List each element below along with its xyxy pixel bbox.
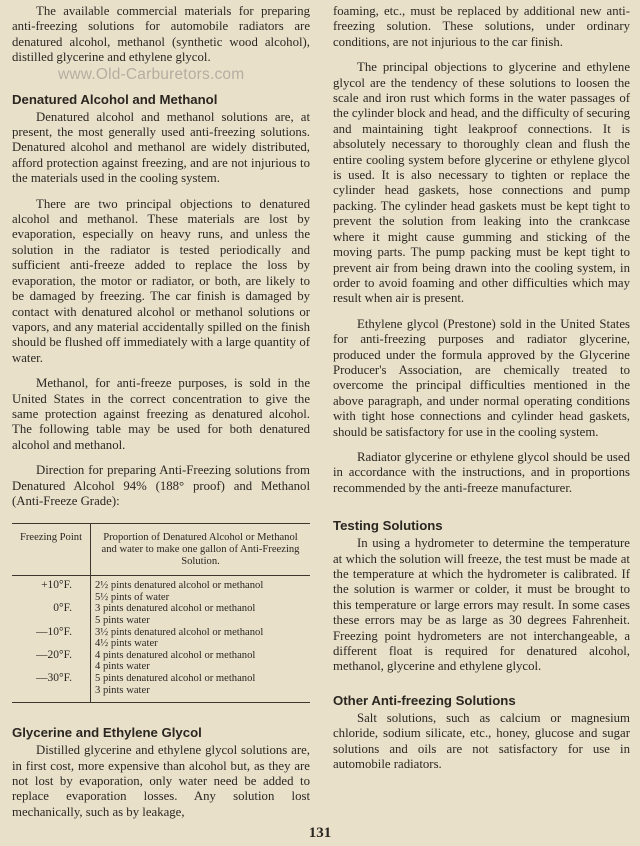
heading-testing-solutions: Testing Solutions — [333, 518, 443, 534]
freezing-table-wrap — [12, 523, 310, 703]
table-header-freezing-point: Freezing Point — [12, 524, 91, 576]
proportion-line: 3½ pints denatured alcohol or methanol — [95, 626, 264, 638]
paragraph: Radiator glycerine or ethylene glycol should be used in accordance with the instructions, and in proportions recommended by the anti-freeze manufacturer. — [333, 449, 630, 495]
proportion-line: 3 pints denatured alcohol or methanol — [95, 603, 256, 615]
paragraph: Salt solutions, such as calcium or magnesium chloride, sodium silicate, etc., honey, glucose and sugar solutions and oils are not satisfactory for use in automobile radiators. — [333, 710, 630, 772]
table-row — [12, 576, 310, 604]
freezing-point-table — [12, 523, 310, 703]
freezing-point-cell: 0°F. — [12, 603, 91, 626]
paragraph: Distilled glycerine and ethylene glycol solutions are, in first cost, more expensive than alcohol but, as they are not lost by evaporation, only water need be added to replace evaporation losses. Any solution lost mechanically, such as by leakage, — [12, 743, 310, 819]
freezing-point-cell: —30°F. — [12, 673, 91, 703]
paragraph: Direction for preparing Anti-Freezing solutions from Denatured Alcohol 94% (188° proof) and Methanol (Anti-Freeze Grade): — [12, 463, 310, 508]
table-row — [12, 673, 310, 703]
paragraph: There are two principal objections to denatured alcohol and methanol. These materials are lost by evaporation, especially on heavy runs, and unless the solution in the radiator is tested periodically and sufficient anti-freeze added to replace the loss by evaporation, the motor or radiator, or both, are likely to be damaged by freezing. The car finish is damaged by contact with denatured alcohol or methanol solutions or vapors, and any material accidentally spilled on the finish should be flushed off immediately with a large quantity of water. — [12, 196, 310, 365]
intro-paragraph: The available commercial materials for preparing anti-freezing solutions for automobile radiators are denatured alcohol, methanol (synthetic wood alcohol), distilled glycerine and ethylene glycol. — [12, 4, 310, 65]
proportion-cell — [91, 627, 311, 650]
table-header-proportion: Proportion of Denatured Alcohol or Methanol and water to make one gallon of Anti-Freezing Solution. — [91, 524, 311, 576]
proportion-line: 4 pints denatured alcohol or methanol — [95, 649, 256, 661]
freezing-point-cell: —20°F. — [12, 650, 91, 673]
table-row — [12, 603, 310, 626]
proportion-line: 5 pints denatured alcohol or methanol — [95, 672, 256, 684]
proportion-cell — [91, 650, 311, 673]
proportion-line: 4 pints water — [95, 661, 150, 673]
proportion-line: 2½ pints denatured alcohol or methanol — [95, 580, 264, 592]
heading-denatured-alcohol: Denatured Alcohol and Methanol — [12, 91, 218, 107]
table-row — [12, 650, 310, 673]
table-row — [12, 627, 310, 650]
proportion-line: 5½ pints of water — [95, 591, 170, 603]
freezing-point-cell: +10°F. — [12, 576, 91, 604]
right-column — [333, 4, 630, 782]
paragraph: The principal objections to glycerine and ethylene glycol are the tendency of these solutions to loosen the scale and iron rust which forms in the water passages of the cylinder block and head, and the difficulty of securing and maintaining tight leakproof connections. It is absolutely necessary to thoroughly clean and flush the entire cooling system before glycerine or ethylene glycol is used. It is also necessary to tighten or replace the cylinder head gaskets, hose connections and pump packing. The cylinder head gaskets must be kept tight to prevent the solution from leaking into the crankcase where it might cause gumming and sticking of the moving parts. The pump packing must be kept tight to prevent air from being drawn into the cooling system, in order to avoid foaming and other difficulties which may result when air is present. — [333, 60, 630, 306]
paragraph: Ethylene glycol (Prestone) sold in the United States for anti-freezing purposes and radiator glycerine, produced under the formula approved by the Glycerine Producer's Association, are chemically treated to overcome the principal difficulties mentioned in the above paragraph, and under normal operating conditions with tight hose connections and cylinder head gaskets, should be satisfactory for use in the cooling system. — [333, 316, 630, 439]
paragraph: In using a hydrometer to determine the temperature at which the solution will freeze, the test must be made at the temperature at which the hydrometer is calibrated. If the solution is warmer or colder, it must be brought to this temperature or large errors may result. In some cases these errors may be as large as 30 degrees Fahrenheit. Freezing point hydrometers are not interchangeable, a different float is required for denatured alcohol, methanol, glycerine and ethylene glycol. — [333, 536, 630, 674]
watermark-text: www.Old-Carburetors.com — [58, 66, 245, 83]
paragraph: Methanol, for anti-freeze purposes, is sold in the United States in the correct concentration to give the same protection against freezing as denatured alcohol. The following table may be used for both denatured alcohol and methanol. — [12, 376, 310, 452]
heading-glycerine-ethylene-glycol: Glycerine and Ethylene Glycol — [12, 725, 202, 741]
proportion-line: 5 pints water — [95, 614, 150, 626]
page-number: 131 — [308, 825, 332, 841]
proportion-cell — [91, 673, 311, 703]
freezing-point-cell: —10°F. — [12, 627, 91, 650]
proportion-line: 3 pints water — [95, 684, 150, 696]
proportion-cell — [91, 603, 311, 626]
paragraph: Denatured alcohol and methanol solutions are, at present, the most generally used anti-freezing solutions. Denatured alcohol and methanol are widely distributed, afford protection against freezing, and are not injurious to the materials used in the cooling system. — [12, 109, 310, 186]
proportion-cell — [91, 576, 311, 604]
continued-paragraph: foaming, etc., must be replaced by additional new anti-freezing solution. These solutions, under ordinary conditions, are not injurious to the car finish. — [333, 4, 630, 49]
proportion-line: 4½ pints water — [95, 638, 158, 650]
heading-other-solutions: Other Anti-freezing Solutions — [333, 692, 516, 708]
left-column — [12, 4, 310, 830]
